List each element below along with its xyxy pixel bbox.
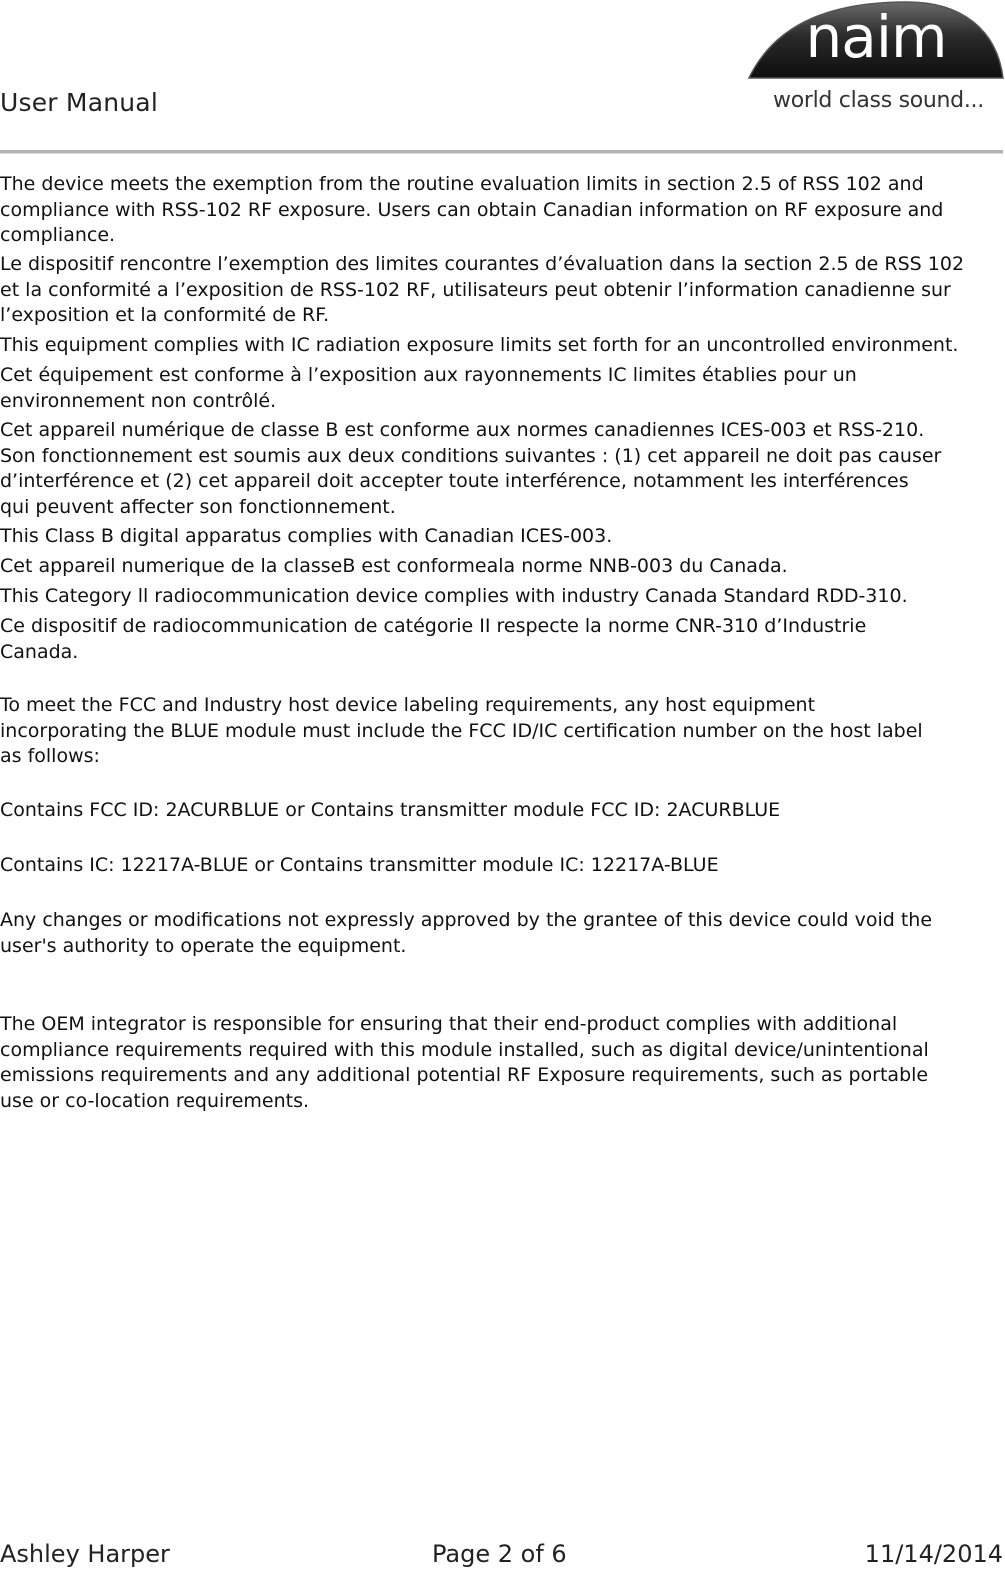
paragraph-rdd310-en: This Category ll radiocommunication device complies with industry Canada Standard RDD-310.: [0, 585, 908, 607]
paragraph-cnr310-fr: Ce dispositif de radiocommunication de catégorie II respecte la norme CNR-310 d’Industrie Canada.: [0, 615, 867, 663]
footer-date: 11/14/2014: [864, 1540, 1003, 1568]
paragraph-labeling: To meet the FCC and Industry host device labeling requirements, any host equipment incorporating the BLUE module must include the FCC ID/IC certification number on the host label as follows:: [0, 694, 923, 767]
document-title: User Manual: [0, 88, 158, 117]
logo-wordmark: naim: [805, 3, 947, 71]
paragraph-ic-exposure-en: This equipment complies with IC radiation exposure limits set forth for an uncontrolled environment.: [0, 334, 959, 356]
footer-page-number: Page 2 of 6: [432, 1540, 567, 1568]
paragraph-rss102-fr: Le dispositif rencontre l’exemption des limites courantes d’évaluation dans la section 2.5 de RSS 102 et la conformité a l’exposition de RSS-102 RF, utilisateurs peut obtenir l’information canadienne sur l’exposition et la conformité de RF.: [0, 253, 965, 326]
logo-tagline: world class sound...: [773, 88, 984, 113]
footer-author: Ashley Harper: [0, 1540, 170, 1568]
paragraph-ic-id: Contains IC: 12217A-BLUE or Contains transmitter module IC: 12217A-BLUE: [0, 854, 719, 876]
paragraph-class-b-fr: Cet appareil numérique de classe B est conforme aux normes canadiennes ICES-003 et RSS-210. Son fonctionnement est soumis aux deux conditions suivantes : (1) cet appareil ne doit pas causer d’interférence et (2) cet appareil doit accepter toute interférence, notamment les interférences qui peuvent affecter son fonctionnement.: [0, 419, 942, 518]
paragraph-modifications: Any changes or modifications not expressly approved by the grantee of this device could void the user's authority to operate the equipment.: [0, 909, 933, 957]
header-divider: [0, 150, 1003, 154]
paragraph-ic-exposure-fr: Cet équipement est conforme à l’exposition aux rayonnements IC limites établies pour un environnement non contrôlé.: [0, 364, 857, 412]
paragraph-class-b-en: This Class B digital apparatus complies with Canadian ICES-003.: [0, 525, 613, 547]
paragraph-rss102-en: The device meets the exemption from the routine evaluation limits in section 2.5 of RSS 102 and compliance with RSS-102 RF exposure. Users can obtain Canadian information on RF exposure and compliance.: [0, 173, 944, 246]
paragraph-fcc-id: Contains FCC ID: 2ACURBLUE or Contains transmitter module FCC ID: 2ACURBLUE: [0, 799, 781, 821]
paragraph-nnb003-fr: Cet appareil numerique de la classeB est conformeala norme NNB-003 du Canada.: [0, 555, 788, 577]
paragraph-oem-integrator: The OEM integrator is responsible for ensuring that their end-product complies with additional compliance requirements required with this module installed, such as digital device/unintentional emissions requirements and any additional potential RF Exposure requirements, such as portable use or co-location requirements.: [0, 1013, 929, 1112]
naim-logo: [747, 0, 1005, 120]
